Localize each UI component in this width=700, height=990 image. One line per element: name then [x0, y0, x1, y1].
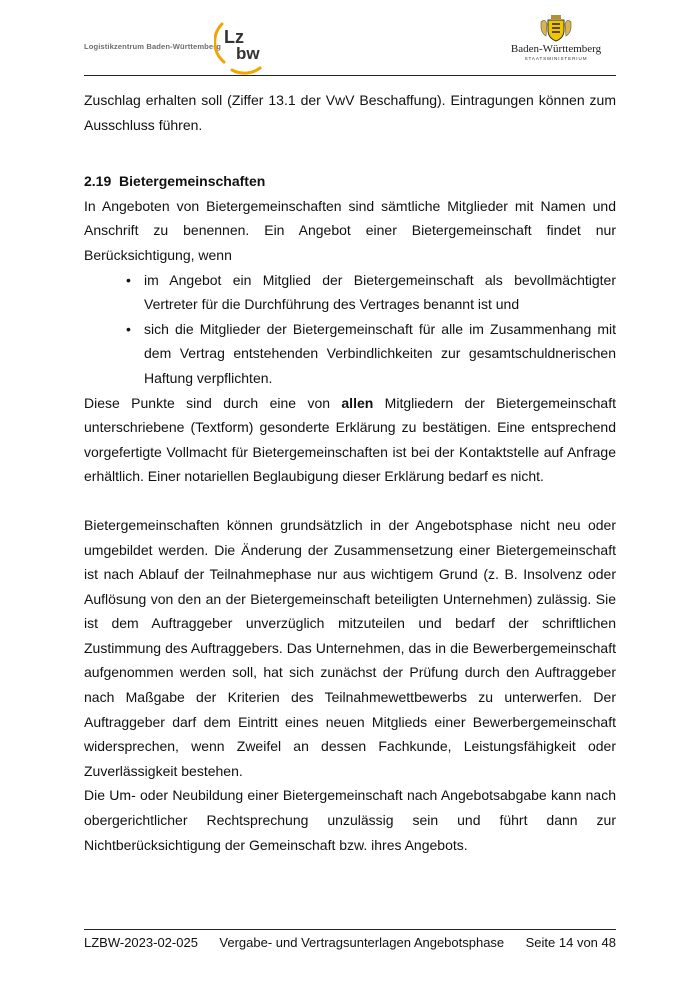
list-item-text: sich die Mitglieder der Bietergemeinschaft für alle im Zusammenhang mit dem Vertrag entstehenden Verbindlichkeiten zur gesamtschuldnerischen Haftung verpflichten.: [144, 320, 616, 386]
baden-wuerttemberg-logo: [496, 14, 616, 74]
page-footer: [84, 935, 616, 951]
paragraph-2-start: Diese Punkte sind durch eine von: [84, 394, 342, 411]
svg-text:Lz: Lz: [224, 27, 244, 47]
paragraph-1: In Angeboten von Bietergemeinschaften sind sämtliche Mitglieder mit Namen und Anschrift zu benennen. Ein Angebot einer Bietergemeinschaft findet nur Berücksichtigung, wenn: [84, 197, 616, 263]
page-content: [84, 88, 616, 857]
lzbw-logo: [214, 18, 274, 78]
list-item-text: im Angebot ein Mitglied der Bietergemeinschaft als bevollmächtigter Vertreter für die Durchführung des Vertrages benannt ist und: [144, 271, 616, 313]
paragraph-4: Die Um- oder Neubildung einer Bietergemeinschaft nach Angebotsabgabe kann nach obergerichtlicher Rechtsprechung unzulässig sein und führt dann zur Nichtberücksichtigung der Gemeinschaft bzw. ihres Angebots.: [84, 787, 616, 853]
section-heading: [84, 169, 616, 194]
state-crest-icon: [538, 14, 574, 42]
footer-divider: [84, 929, 616, 930]
document-title: Vergabe- und Vertragsunterlagen Angebotsphase: [219, 935, 505, 950]
paragraph-3: Bietergemeinschaften können grundsätzlich in der Angebotsphase nicht neu oder umgebildet werden. Die Änderung der Zusammensetzung einer Bietergemeinschaft ist nach Ablauf der Teilnahmephase nur aus wichtigem Grund (z. B. Insolvenz oder Auflösung von den an der Bietergemeinschaft beteiligten Unternehmen) zulässig. Sie ist dem Auftraggeber unverzüglich mitzuteilen und bedarf der schriftlichen Zustimmung des Auftraggebers. Das Unternehmen, das in die Bewerbergemeinschaft aufgenommen werden soll, hat sich zunächst der Prüfung durch den Auftraggeber nach Maßgabe der Kriterien des Teilnahmewettbewerbs zu unterwerfen. Der Auftraggeber darf dem Eintritt eines neuen Mitglieds einer Bewerbergemeinschaft widersprechen, wenn Zweifel an dessen Fachkunde, Leistungsfähigkeit oder Zuverlässigkeit bestehen.: [84, 516, 616, 779]
paragraph-2-rest: Mitgliedern der Bietergemeinschaft unterschriebene (Textform) gesonderte Erklärung zu bestätigen. Eine entsprechend vorgefertigte Vollmacht für Bietergemeinschaften ist bei der Kontaktstelle auf Anfrage erhältlich. Einer notariellen Beglaubigung dieser Erklärung bedarf es nicht.: [84, 394, 616, 485]
document-id: LZBW-2023-02-025: [84, 935, 198, 950]
list-item: • sich die Mitglieder der Bietergemeinschaft für alle im Zusammenhang mit dem Vertrag entstehenden Verbindlichkeiten zur gesamtschuldnerischen Haftung verpflichten.: [126, 320, 616, 386]
conditions-list: [84, 268, 616, 391]
section-number: 2.19: [84, 173, 112, 190]
page-header: [84, 14, 616, 74]
organization-name: Logistikzentrum Baden-Württemberg: [84, 42, 222, 51]
state-name: Baden-Württemberg: [510, 43, 602, 55]
paragraph-2: [84, 391, 616, 489]
intro-paragraph: Zuschlag erhalten soll (Ziffer 13.1 der VwV Beschaffung). Eintragungen können zum Ausschluss führen.: [84, 92, 616, 133]
header-divider: [84, 75, 616, 76]
svg-text:bw: bw: [236, 44, 260, 63]
list-item: • im Angebot ein Mitglied der Bietergemeinschaft als bevollmächtigter Vertreter für die Durchführung des Vertrages benannt ist und: [126, 271, 616, 313]
ministry-name: STAATSMINISTERIUM: [524, 56, 588, 61]
section-title: Bietergemeinschaften: [119, 173, 266, 190]
page-number: Seite 14 von 48: [525, 935, 616, 950]
emphasis-all: allen: [341, 394, 374, 411]
